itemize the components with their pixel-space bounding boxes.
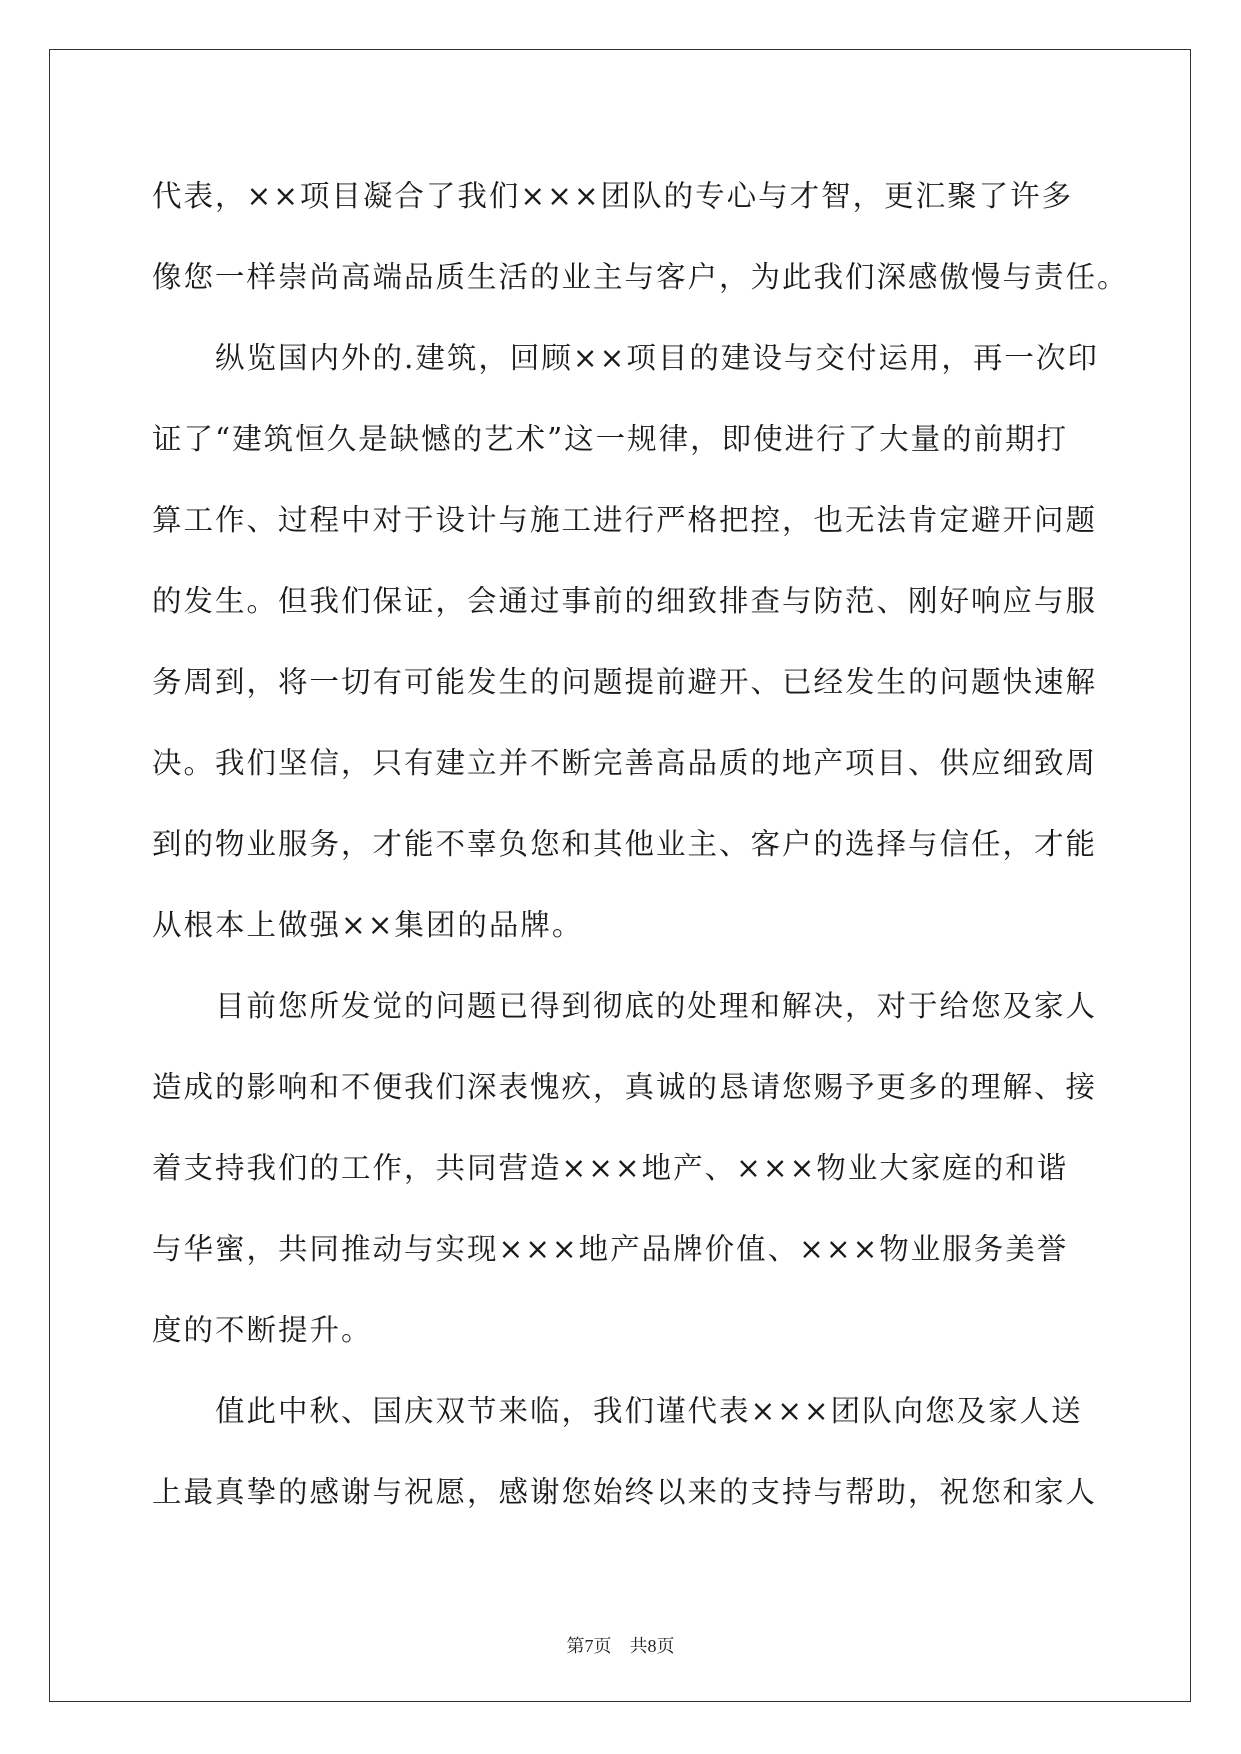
text-line: 代表，××项目凝合了我们×××团队的专心与才智，更汇聚了许多 xyxy=(152,179,1074,213)
text-line: 造成的影响和不便我们深表愧疚，真诚的恳请您赐予更多的理解、接 xyxy=(152,1070,1098,1104)
text-line: 务周到，将一切有可能发生的问题提前避开、已经发生的问题快速解 xyxy=(152,665,1098,699)
text-line: 从根本上做强××集团的品牌。 xyxy=(152,908,584,942)
text-line: 目前您所发觉的问题已得到彻底的处理和解决，对于给您及家人 xyxy=(215,989,1098,1023)
text-line: 证了“建筑恒久是缺憾的艺术”这一规律，即使进行了大量的前期打 xyxy=(152,422,1069,456)
text-line: 纵览国内外的.建筑，回顾××项目的建设与交付运用，再一次印 xyxy=(215,341,1099,375)
text-line: 度的不断提升。 xyxy=(152,1313,373,1347)
text-line: 算工作、过程中对于设计与施工进行严格把控，也无法肯定避开问题 xyxy=(152,503,1098,537)
document-body xyxy=(152,156,1129,1533)
text-line: 上最真挚的感谢与祝愿，感谢您始终以来的支持与帮助，祝您和家人 xyxy=(152,1475,1098,1509)
text-line: 值此中秋、国庆双节来临，我们谨代表×××团队向您及家人送 xyxy=(215,1394,1083,1428)
text-line: 决。我们坚信，只有建立并不断完善高品质的地产项目、供应细致周 xyxy=(152,746,1098,780)
text-line: 到的物业服务，才能不辜负您和其他业主、客户的选择与信任，才能 xyxy=(152,827,1098,861)
text-line: 与华蜜，共同推动与实现×××地产品牌价值、×××物业服务美誉 xyxy=(152,1232,1069,1266)
text-line: 着支持我们的工作，共同营造×××地产、×××物业大家庭的和谐 xyxy=(152,1151,1069,1185)
page-number-footer: 第7页 共8页 xyxy=(566,1636,675,1656)
text-line: 的发生。但我们保证，会通过事前的细致排查与防范、刚好响应与服 xyxy=(152,584,1098,618)
text-line: 像您一样崇尚高端品质生活的业主与客户，为此我们深感傲慢与责任。 xyxy=(152,260,1129,294)
